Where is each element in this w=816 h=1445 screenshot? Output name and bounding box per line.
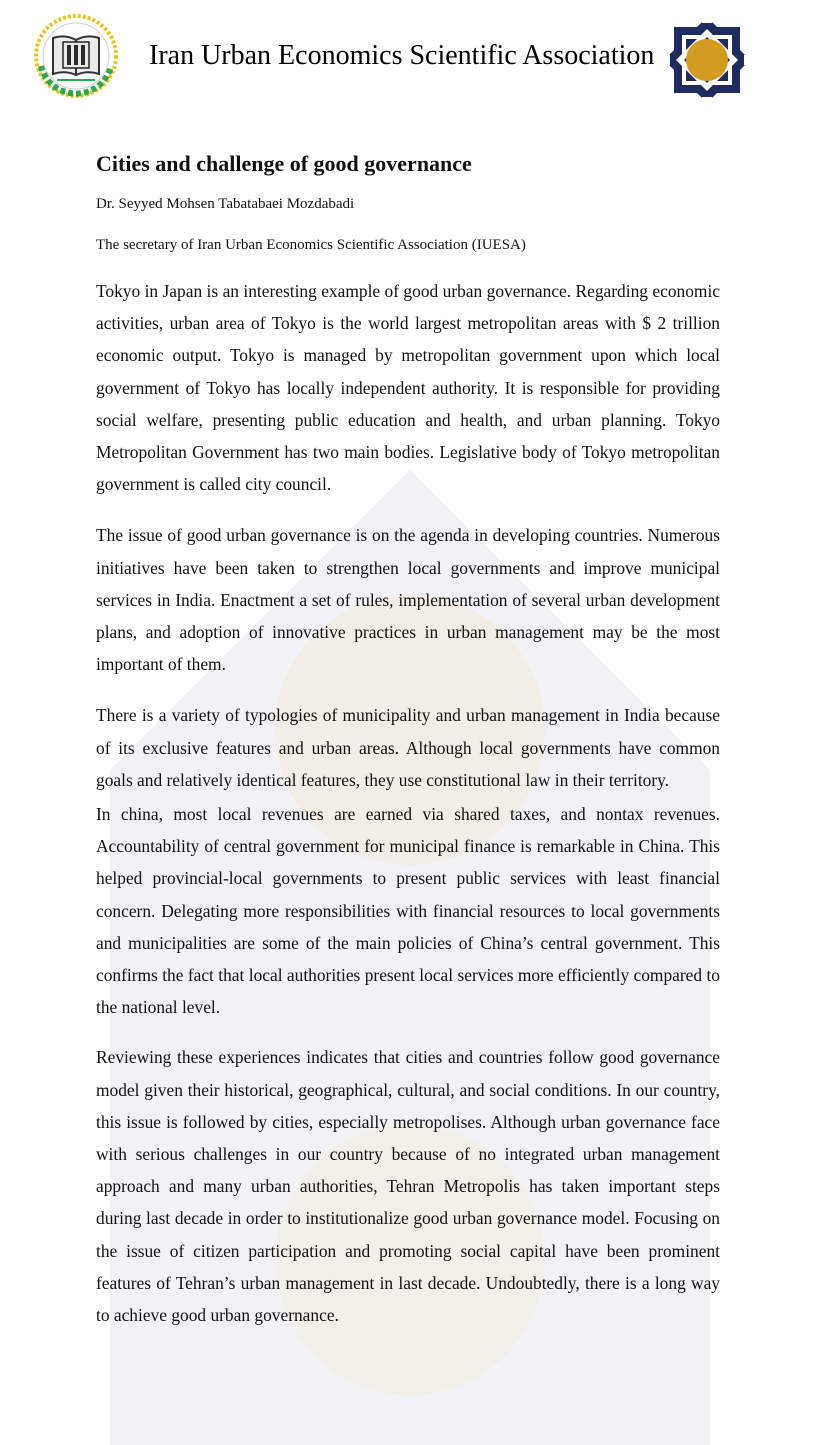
paragraph-india: There is a variety of typologies of municipality and urban management in India because of its exclusive features and urban areas. Although local governments have common goals and relatively identical features, they use constitutional law in their territory.	[96, 705, 720, 790]
author-affiliation: The secretary of Iran Urban Economics Scientific Association (IUESA)	[96, 237, 526, 253]
paragraph-developing-countries: The issue of good urban governance is on the agenda in developing countries. Numerous initiatives have been taken to strengthen local governments and improve municipal services in India. Enactment a set of rules, implementation of several urban development plans, and adoption of innovative practices in urban management may be the most important of them.	[96, 525, 720, 675]
article	[96, 148, 720, 1331]
interlocked-diamond-logo-icon	[662, 15, 752, 105]
article-title: Cities and challenge of good governance	[96, 151, 472, 176]
association-name: Iran Urban Economics Scientific Association	[149, 40, 655, 71]
book-gear-logo-icon	[33, 14, 119, 98]
page-header	[0, 0, 816, 110]
paragraph-conclusion: Reviewing these experiences indicates that cities and countries follow good governance model given their historical, geographical, cultural, and social conditions. In our country, this issue is followed by cities, especially metropolises. Although urban governance face with serious challenges in our country because of no integrated urban management approach and many urban authorities, Tehran Metropolis has taken important steps during last decade in order to institutionalize good urban governance model. Focusing on the issue of citizen participation and promoting social capital have been prominent features of Tehran’s urban management in last decade. Undoubtedly, there is a long way to achieve good urban governance.	[96, 1047, 720, 1326]
paragraph-tokyo: Tokyo in Japan is an interesting example of good urban governance. Regarding economic activities, urban area of Tokyo is the world largest metropolitan areas with $ 2 trillion economic output. Tokyo is managed by metropolitan government upon which local government of Tokyo has locally independent authority. It is responsible for providing social welfare, presenting public education and health, and urban planning. Tokyo Metropolitan Government has two main bodies. Legislative body of Tokyo metropolitan government is called city council.	[96, 281, 720, 495]
author-name: Dr. Seyyed Mohsen Tabatabaei Mozdabadi	[96, 196, 355, 212]
paragraph-china: In china, most local revenues are earned via shared taxes, and nontax revenues. Accountability of central government for municipal finance is remarkable in China. This helped provincial-local governments to present public services with least financial concern. Delegating more responsibilities with financial resources to local governments and municipalities are some of the main policies of China’s central government. This confirms the fact that local authorities present local services more efficiently compared to the national level.	[96, 804, 720, 1018]
